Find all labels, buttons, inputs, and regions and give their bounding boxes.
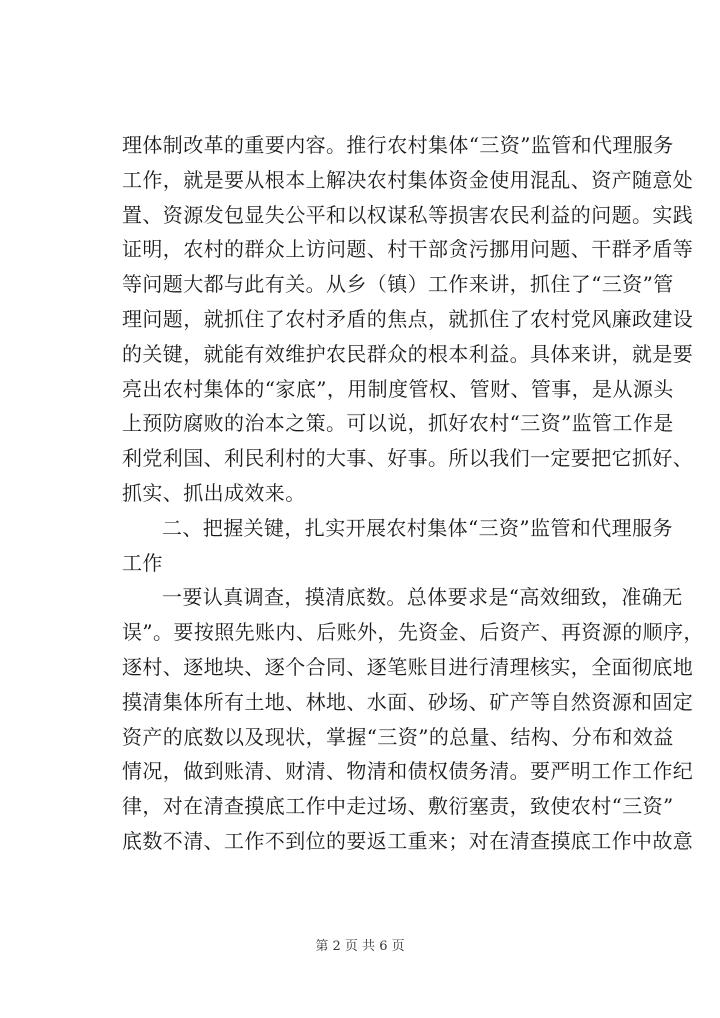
text-line: 底数不清、工作不到位的要返工重来；对在清查摸底工作中故意 xyxy=(122,828,694,853)
text-line: 误”。要按照先账内、后账外，先资金、后资产、再资源的顺序， xyxy=(122,620,704,645)
text-line: 逐村、逐地块、逐个合同、逐笔账目进行清理核实，全面彻底地 xyxy=(122,654,694,679)
text-line: 工作 xyxy=(122,550,163,575)
text-line: 律，对在清查摸底工作中走过场、敷衍塞责，致使农村“三资” xyxy=(122,794,674,819)
text-line: 理问题，就抓住了农村矛盾的焦点，就抓住了农村党风廉政建设 xyxy=(122,306,694,331)
body-text xyxy=(122,128,704,859)
text-line: 等问题大都与此有关。从乡（镇）工作来讲，抓住了“三资”管 xyxy=(122,272,674,297)
text-line: 利党利国、利民利村的大事、好事。所以我们一定要把它抓好、 xyxy=(122,446,694,471)
text-line: 理体制改革的重要内容。推行农村集体“三资”监管和代理服务 xyxy=(122,133,674,157)
page-footer: 第 2 页 共 6 页 xyxy=(315,939,405,954)
text-line: 上预防腐败的治本之策。可以说，抓好农村“三资”监管工作是 xyxy=(122,411,674,436)
text-line: 证明，农村的群众上访问题、村干部贪污挪用问题、干群矛盾等 xyxy=(122,237,694,262)
text-line: 置、资源发包显失公平和以权谋私等损害农民利益的问题。实践 xyxy=(122,202,694,227)
text-line: 一要认真调查，摸清底数。总体要求是“高效细致，准确无 xyxy=(162,585,683,610)
text-line: 工作，就是要从根本上解决农村集体资金使用混乱、资产随意处 xyxy=(122,167,694,192)
text-line: 摸清集体所有土地、林地、水面、砂场、矿产等自然资源和固定 xyxy=(122,689,694,714)
text-line: 情况，做到账清、财清、物清和债权债务清。要严明工作工作纪 xyxy=(122,759,694,784)
text-line: 资产的底数以及现状，掌握“三资”的总量、结构、分布和效益 xyxy=(122,724,674,749)
text-line: 抓实、抓出成效来。 xyxy=(122,480,306,505)
text-line: 的关键，就能有效维护农民群众的根本利益。具体来讲，就是要 xyxy=(122,341,694,366)
text-line: 亮出农村集体的“家底”，用制度管权、管财、管事，是从源头 xyxy=(122,376,674,401)
text-line: 二、把握关键，扎实开展农村集体“三资”监管和代理服务 xyxy=(162,515,673,540)
